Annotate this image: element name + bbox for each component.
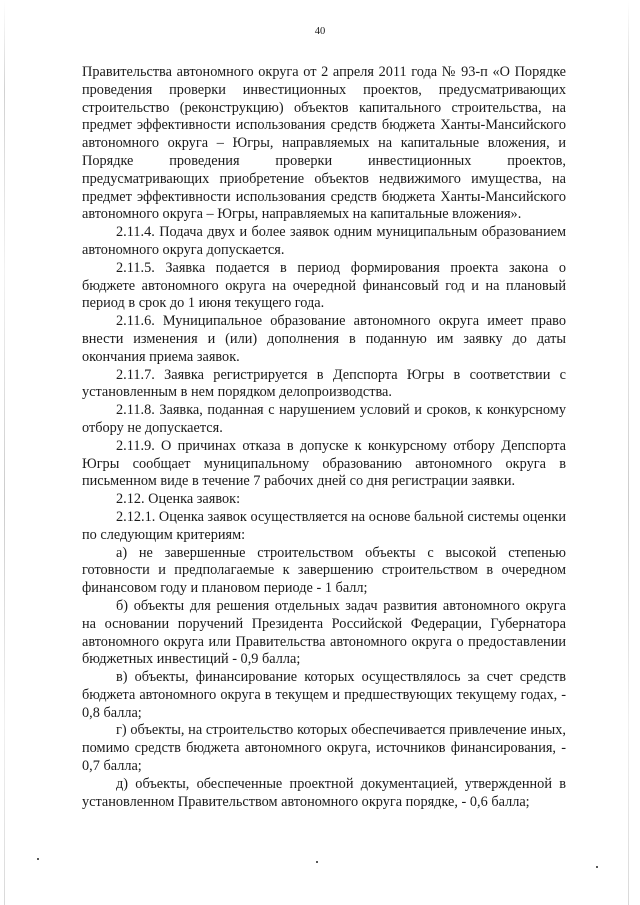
scan-speck <box>37 858 39 860</box>
paragraph-2-11-4: 2.11.4. Подача двух и более заявок одним муниципальным образованием автономного округа допускается. <box>82 224 566 258</box>
paragraph-2-11-9: 2.11.9. О причинах отказа в допуске к конкурсному отбору Депспорта Югры сообщает муниципальному образованию автономного округа в письменном виде в течение 7 рабочих дней со дня регистрации заявки. <box>82 437 566 490</box>
scan-speck <box>596 866 598 868</box>
paragraph-2-12-1: 2.12.1. Оценка заявок осуществляется на основе бальной системы оценки по следующим критериям: <box>82 508 566 543</box>
paragraph-continuation: Правительства автономного округа от 2 апреля 2011 года № 93-п «О Порядке проведения проверки инвестиционных проектов, предусматривающих строительство (реконструкцию) объектов капитального строительства, на предмет эффективности использования средств бюджета Ханты-Мансийского автономного округа – Югры, направляемых на капитальные вложения, и Порядке проведения проверки инвестиционных проектов, предусматривающих приобретение объектов недвижимого имущества, на предмет эффективности использования средств бюджета Ханты-Мансийского автономного округа – Югры, направляемых на капитальные вложения». <box>82 64 566 223</box>
criterion-v: в) объекты, финансирование которых осуществлялось за счет средств бюджета автономного округа в текущем и предшествующих текущему годах, - 0,8 балла; <box>82 669 566 721</box>
scan-edge-left <box>4 0 5 905</box>
paragraph-2-11-5: 2.11.5. Заявка подается в период формирования проекта закона о бюджете автономного округа на очередной финансовый год и на плановый период в срок до 1 июня текущего года. <box>82 259 566 312</box>
criterion-d: д) объекты, обеспеченные проектной документацией, утвержденной в установленном Правительством автономного округа порядке, - 0,6 балла; <box>82 775 566 810</box>
criterion-a: а) не завершенные строительством объекты с высокой степенью готовности и предполагаемые к завершению строительством в очередном финансовом году и плановом периоде - 1 балл; <box>82 544 566 597</box>
criterion-b: б) объекты для решения отдельных задач развития автономного округа на основании поручений Президента Российской Федерации, Губернатора автономного округа или Правительства автономного округа о предоставлении бюджетных инвестиций - 0,9 балла; <box>82 597 566 668</box>
scan-edge-right <box>628 0 629 905</box>
paragraph-2-11-8: 2.11.8. Заявка, поданная с нарушением условий и сроков, к конкурсному отбору не допускается. <box>82 402 566 436</box>
criterion-g: г) объекты, на строительство которых обеспечивается привлечение иных, помимо средств бюджета автономного округа, источников финансирования, - 0,7 балла; <box>82 722 566 775</box>
page-number: 40 <box>314 26 326 37</box>
paragraph-2-11-7: 2.11.7. Заявка регистрируется в Депспорта Югры в соответствии с установленным в нем порядком делопроизводства. <box>82 366 566 401</box>
section-heading-2-12: 2.12. Оценка заявок: <box>116 491 241 508</box>
document-body <box>82 64 566 811</box>
scan-speck <box>316 861 318 863</box>
paragraph-2-11-6: 2.11.6. Муниципальное образование автономного округа имеет право внести изменения и (или) дополнения в поданную им заявку до даты окончания приема заявок. <box>82 313 566 365</box>
